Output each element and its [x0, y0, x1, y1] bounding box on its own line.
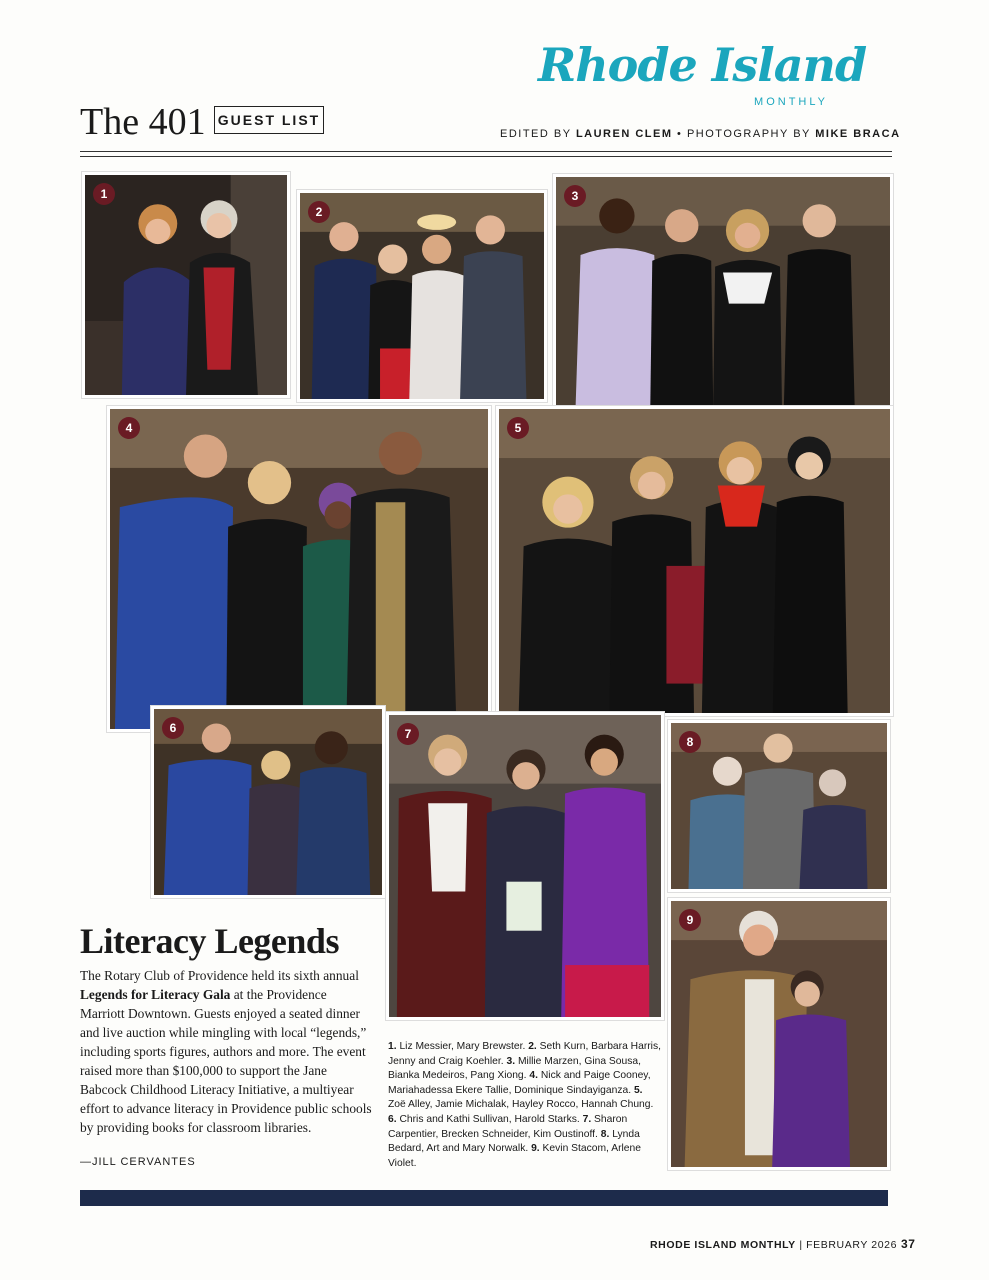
photo-captions [388, 1040, 663, 1171]
caption-number: 7. [582, 1113, 592, 1125]
magazine-logo [538, 38, 867, 118]
logo-subtitle: MONTHLY [754, 96, 828, 108]
article-byline: —JILL CERVANTES [80, 1156, 196, 1168]
caption-text: Zoë Alley, Jamie Michalak, Hayley Rocco, Hannah Chung. [388, 1099, 654, 1111]
caption-text: Chris and Kathi Sullivan, Harold Starks. [396, 1113, 583, 1125]
article-text: The Rotary Club of Providence held its sixth annual [80, 968, 359, 983]
photo-number-badge: 8 [679, 731, 701, 753]
caption-number: 2. [528, 1041, 537, 1052]
page-footer [650, 1237, 916, 1251]
article-body [80, 966, 372, 1137]
event-name: Legends for Literacy Gala [80, 987, 231, 1002]
photo-number-badge: 1 [93, 183, 115, 205]
logo-text: Rhode Island [538, 38, 867, 92]
event-photo-8 [668, 720, 890, 892]
caption-text: Kevin Stacom, Arlene Violet. [388, 1143, 641, 1169]
event-photo-1 [82, 172, 290, 398]
event-photo-5 [496, 406, 893, 716]
caption-number: 6. [388, 1113, 397, 1125]
photography-label: • PHOTOGRAPHY BY [672, 128, 816, 140]
photographer-name: MIKE BRACA [815, 128, 901, 140]
guest-list-badge: GUEST LIST [214, 106, 324, 134]
event-photo-4 [107, 406, 491, 732]
caption-number: 4. [529, 1070, 538, 1082]
photo-number-badge: 7 [397, 723, 419, 745]
header-rule [80, 151, 892, 152]
event-photo-2 [297, 190, 547, 402]
photo-number-badge: 4 [118, 417, 140, 439]
caption-number: 1. [388, 1041, 397, 1052]
caption-text: Lynda Bedard, Art and Mary Norwalk. [388, 1128, 640, 1155]
event-photo-6 [151, 706, 385, 898]
article-text: at the Providence Marriott Downtown. Guests enjoyed a seated dinner and live auction while mingling with local “legends,” including sports figures, authors and more. The event raised more than $100,000 to support the Jane Babcock Childhood Literacy Initiative, a multiyear effort to advance literacy in Providence public schools by providing books for classroom libraries. [80, 987, 372, 1135]
caption-text: Millie Marzen, Gina Sousa, Bianka Medeiros, Pang Xiong. [388, 1055, 641, 1082]
caption-text: Seth Kurn, Barbara Harris, Jenny and Craig Koehler. [388, 1041, 661, 1067]
section-title: The 401 [80, 101, 206, 143]
caption-text: Liz Messier, Mary Brewster. [396, 1041, 529, 1052]
caption-number: 5. [633, 1084, 643, 1096]
caption-number: 8. [600, 1128, 610, 1140]
edited-by-label: EDITED BY [500, 128, 576, 140]
event-photo-3 [553, 174, 893, 408]
photo-number-badge: 2 [308, 201, 330, 223]
page-number: 37 [901, 1237, 916, 1251]
credits-line [500, 128, 901, 140]
header-rule [80, 156, 892, 157]
article-headline: Literacy Legends [80, 921, 339, 961]
editor-name: LAUREN CLEM [575, 128, 673, 140]
caption-number: 9. [531, 1143, 540, 1155]
photo-number-badge: 5 [507, 417, 529, 439]
footer-issue: | FEBRUARY 2026 [795, 1239, 898, 1251]
photo-number-badge: 9 [679, 909, 701, 931]
footer-publication: RHODE ISLAND MONTHLY [650, 1239, 796, 1251]
bottom-bar [80, 1190, 888, 1206]
photo-number-badge: 6 [162, 717, 184, 739]
caption-text: Sharon Carpentier, Brecken Schneider, Kim Oustinoff. [388, 1113, 628, 1140]
photo-number-badge: 3 [564, 185, 586, 207]
event-photo-7 [386, 712, 664, 1020]
event-photo-9 [668, 898, 890, 1170]
caption-text: Nick and Paige Cooney, Mariahadessa Ekere Tallie, Dominique Sindayiganza. [388, 1070, 651, 1096]
caption-number: 3. [506, 1055, 516, 1067]
